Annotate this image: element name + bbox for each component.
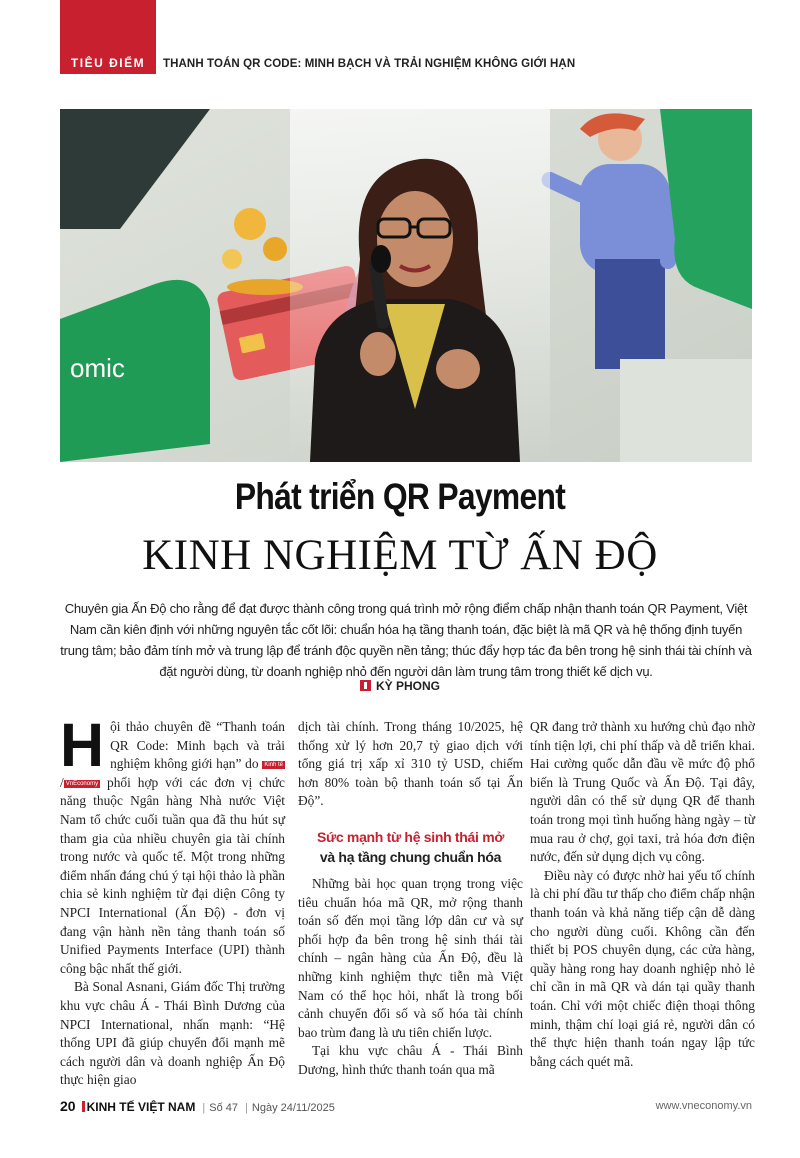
paragraph-text: phối hợp với các đơn vị chức năng thuộc Ngân hàng Nhà nước Việt Nam tổ chức cuối tuần qua đã thu hút sự tham gia của nhiều chuyên gia tài chính trong nước và quốc tế. Một trong những điểm nhấn đáng chú ý tại hội thảo là phần chia sẻ kinh nghiệm từ đại diện Công ty NPCI International (Ấn Độ) - đơn vị đang vận hành nền tảng thanh toán số Unified Payments Interface (UPI) thành công bậc nhất thế giới.	[60, 774, 285, 976]
pen-icon	[360, 680, 371, 691]
magazine-name: KINH TẾ VIỆT NAM	[86, 1100, 196, 1114]
paragraph	[60, 711, 285, 978]
website-link[interactable]: www.vneconomy.vn	[655, 1100, 752, 1112]
article-column-3	[530, 718, 755, 1071]
paragraph: Điều này có được nhờ hai yếu tố chính là chi phí đầu tư thấp cho điểm chấp nhận thanh toán và khả năng tiếp cận dễ dàng cho người dùng cuối. Không cần đến thiết bị POS chuyên dụng, các cửa hàng, quầy hàng rong hay doanh nghiệp nhỏ lẻ chỉ cần in mã QR và dán tại quầy thanh toán. Chỉ với một chiếc điện thoại thông minh, thậm chí loại giá rẻ, người dân có thể thực hiện thanh toán ngay lập tức bằng cách quét mã.	[530, 867, 755, 1069]
logo-separator: /	[60, 774, 64, 790]
page-number: 20	[60, 1098, 76, 1114]
headline-primary: Phát triển QR Payment	[234, 476, 566, 517]
section-tag-label: TIÊU ĐIỂM	[70, 56, 146, 70]
subheading	[298, 827, 523, 867]
paragraph: Những bài học quan trọng trong việc tiêu chuẩn hóa mã QR, mở rộng thanh toán số đến mọi tầng lớp dân cư và sự phối hợp đa bên trong hệ sinh thái tài chính – ngân hàng của Ấn Độ, đều là những kinh nghiệm thực tiễn mà Việt Nam có thể học hỏi, nhất là trong bối cảnh chuyển đổi số và số hóa tài chính bao trùm đang là ưu tiên chiến lược.	[298, 875, 523, 1040]
issue-number: Số 47	[209, 1102, 238, 1114]
paragraph-text: ội thảo chuyên đề “Thanh toán QR Code: Minh bạch và trải nghiệm không giới hạn” do	[110, 719, 285, 772]
kinh-te-logo: Kinh tế	[264, 762, 283, 769]
footer-separator: |	[202, 1102, 206, 1114]
lead-paragraph: Chuyên gia Ấn Độ cho rằng để đạt được thành công trong quá trình mở rộng điểm chấp nhận thanh toán QR Payment, Việt Nam cần kiên định với những nguyên tắc cốt lõi: chuẩn hóa hạ tầng thanh toán, đặc biệt là mã QR và hệ thống định tuyến trung tâm; bảo đảm tính mở và trung lập để tránh độc quyền nền tảng; thúc đẩy hợp tác đa bên trong hệ sinh thái tài chính và đặt người dùng, từ doanh nghiệp nhỏ đến người dân làm trung tâm trong thiết kế dịch vụ.	[60, 601, 752, 679]
footer-accent-bar	[82, 1101, 85, 1112]
paragraph: dịch tài chính. Trong tháng 10/2025, hệ thống xử lý hơn 20,7 tỷ giao dịch với tổng giá trị xấp xỉ 310 tỷ USD, chiếm hơn 80% toàn bộ thanh toán số tại Ấn Độ”.	[298, 719, 523, 809]
issue-date: Ngày 24/11/2025	[251, 1102, 335, 1114]
paragraph: Tại khu vực châu Á - Thái Bình Dương, hình thức thanh toán qua mã	[298, 1043, 523, 1077]
paragraph: QR đang trở thành xu hướng chủ đạo nhờ tính tiện lợi, chi phí thấp và dễ triển khai. Hai cường quốc dẫn đầu về mức độ phổ biến là Trung Quốc và Ấn Độ. Tại đây, người dân có thể sử dụng QR để thanh toán trong mọi tình huống hàng ngày – từ mua rau ở chợ, gọi taxi, trả hóa đơn điện nước, đến sử dụng dịch vụ công.	[530, 719, 755, 865]
subheading-line-1: Sức mạnh từ hệ sinh thái mở	[316, 828, 505, 845]
backdrop-sign-text: omic	[70, 353, 125, 383]
drop-cap: H	[60, 711, 105, 779]
headline-secondary: KINH NGHIỆM TỪ ẤN ĐỘ	[142, 532, 658, 579]
subheading-line-2: và hạ tầng chung chuẩn hóa	[319, 848, 502, 865]
byline	[0, 679, 800, 693]
page-footer	[60, 1098, 752, 1114]
hero-photo	[60, 109, 752, 462]
article-column-2	[298, 718, 523, 1080]
footer-separator: |	[245, 1102, 248, 1114]
paragraph: Bà Sonal Asnani, Giám đốc Thị trường khu vực châu Á - Thái Bình Dương của NPCI International, nhấn mạnh: “Hệ thống UPI đã giúp chuyển đổi mạnh mẽ cách người dân và doanh nghiệp Ấn Độ thực hiện giao	[60, 979, 285, 1088]
section-tag	[60, 0, 156, 74]
author-name: KỲ PHONG	[375, 679, 440, 693]
article-column-1	[60, 711, 285, 1090]
section-title: THANH TOÁN QR CODE: MINH BẠCH VÀ TRẢI NGHIỆM KHÔNG GIỚI HẠN	[163, 58, 576, 70]
vneconomy-logo: VnEconomy	[65, 780, 99, 787]
